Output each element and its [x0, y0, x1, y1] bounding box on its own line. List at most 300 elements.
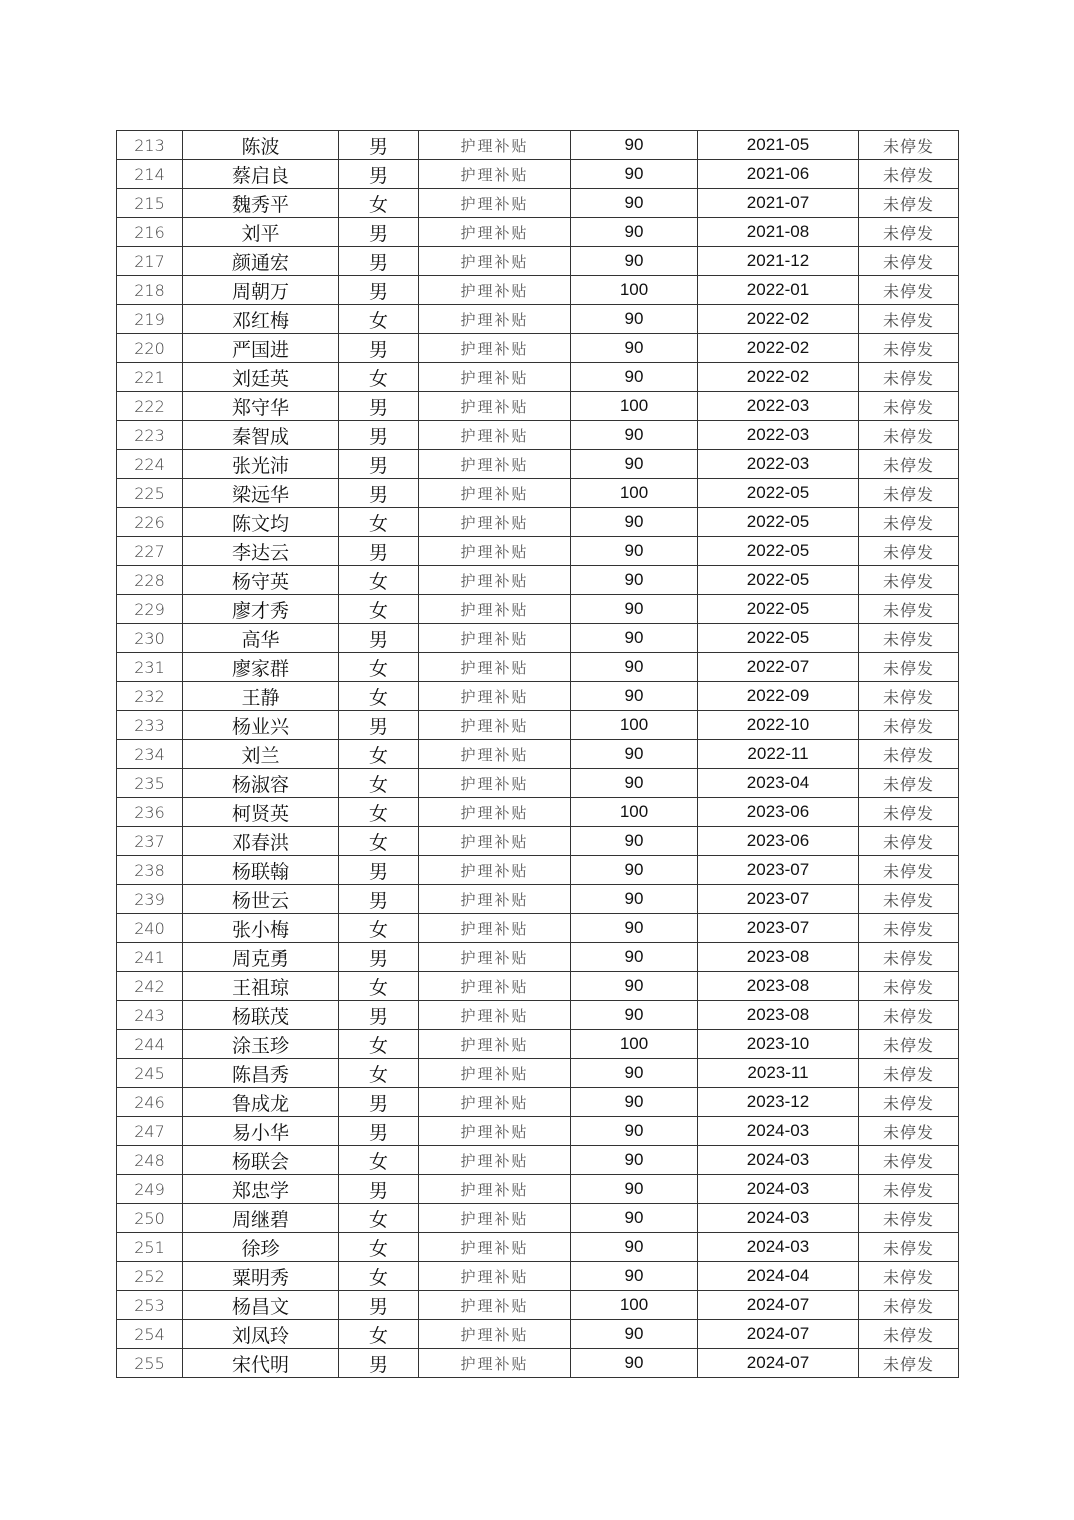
gender-cell: 女	[339, 827, 419, 856]
row-number-cell: 215	[117, 189, 183, 218]
name-cell: 王静	[183, 682, 339, 711]
amount-cell: 90	[571, 1204, 698, 1233]
amount-cell: 90	[571, 914, 698, 943]
amount-cell: 90	[571, 450, 698, 479]
table-row	[117, 1262, 959, 1291]
status-cell: 未停发	[859, 682, 959, 711]
status-cell: 未停发	[859, 827, 959, 856]
status-cell: 未停发	[859, 131, 959, 160]
row-number-cell: 244	[117, 1030, 183, 1059]
table-row	[117, 247, 959, 276]
start-date-cell: 2022-07	[698, 653, 859, 682]
table-row	[117, 943, 959, 972]
amount-cell: 90	[571, 1146, 698, 1175]
status-cell: 未停发	[859, 1001, 959, 1030]
status-cell: 未停发	[859, 798, 959, 827]
subsidy-type-cell: 护理补贴	[419, 305, 571, 334]
table-row	[117, 624, 959, 653]
status-cell: 未停发	[859, 1117, 959, 1146]
name-cell: 张光沛	[183, 450, 339, 479]
table-row	[117, 914, 959, 943]
name-cell: 杨世云	[183, 885, 339, 914]
table-row	[117, 769, 959, 798]
name-cell: 周继碧	[183, 1204, 339, 1233]
amount-cell: 90	[571, 537, 698, 566]
gender-cell: 女	[339, 1262, 419, 1291]
start-date-cell: 2022-11	[698, 740, 859, 769]
status-cell: 未停发	[859, 305, 959, 334]
subsidy-type-cell: 护理补贴	[419, 827, 571, 856]
start-date-cell: 2023-08	[698, 943, 859, 972]
table-row	[117, 972, 959, 1001]
amount-cell: 90	[571, 856, 698, 885]
subsidy-type-cell: 护理补贴	[419, 1320, 571, 1349]
gender-cell: 女	[339, 566, 419, 595]
subsidy-type-cell: 护理补贴	[419, 1059, 571, 1088]
subsidy-type-cell: 护理补贴	[419, 682, 571, 711]
subsidy-roster-table	[116, 130, 959, 1378]
row-number-cell: 248	[117, 1146, 183, 1175]
start-date-cell: 2021-07	[698, 189, 859, 218]
row-number-cell: 233	[117, 711, 183, 740]
start-date-cell: 2023-10	[698, 1030, 859, 1059]
gender-cell: 女	[339, 682, 419, 711]
amount-cell: 90	[571, 885, 698, 914]
amount-cell: 90	[571, 624, 698, 653]
start-date-cell: 2023-07	[698, 885, 859, 914]
row-number-cell: 221	[117, 363, 183, 392]
amount-cell: 90	[571, 972, 698, 1001]
table-row	[117, 1001, 959, 1030]
row-number-cell: 238	[117, 856, 183, 885]
start-date-cell: 2022-05	[698, 479, 859, 508]
status-cell: 未停发	[859, 1349, 959, 1378]
amount-cell: 90	[571, 334, 698, 363]
table-row	[117, 363, 959, 392]
table-row	[117, 798, 959, 827]
row-number-cell: 240	[117, 914, 183, 943]
gender-cell: 女	[339, 1059, 419, 1088]
row-number-cell: 222	[117, 392, 183, 421]
subsidy-type-cell: 护理补贴	[419, 1146, 571, 1175]
table-row	[117, 1291, 959, 1320]
gender-cell: 男	[339, 276, 419, 305]
gender-cell: 男	[339, 247, 419, 276]
amount-cell: 100	[571, 276, 698, 305]
start-date-cell: 2022-02	[698, 363, 859, 392]
table-row	[117, 305, 959, 334]
start-date-cell: 2022-03	[698, 421, 859, 450]
status-cell: 未停发	[859, 914, 959, 943]
status-cell: 未停发	[859, 1146, 959, 1175]
status-cell: 未停发	[859, 508, 959, 537]
start-date-cell: 2024-03	[698, 1233, 859, 1262]
row-number-cell: 243	[117, 1001, 183, 1030]
gender-cell: 男	[339, 885, 419, 914]
amount-cell: 90	[571, 131, 698, 160]
gender-cell: 男	[339, 624, 419, 653]
status-cell: 未停发	[859, 769, 959, 798]
start-date-cell: 2024-03	[698, 1117, 859, 1146]
row-number-cell: 227	[117, 537, 183, 566]
start-date-cell: 2024-03	[698, 1175, 859, 1204]
gender-cell: 女	[339, 305, 419, 334]
row-number-cell: 235	[117, 769, 183, 798]
status-cell: 未停发	[859, 1204, 959, 1233]
subsidy-type-cell: 护理补贴	[419, 218, 571, 247]
name-cell: 周朝万	[183, 276, 339, 305]
subsidy-type-cell: 护理补贴	[419, 624, 571, 653]
subsidy-type-cell: 护理补贴	[419, 740, 571, 769]
start-date-cell: 2022-03	[698, 450, 859, 479]
gender-cell: 男	[339, 1001, 419, 1030]
row-number-cell: 229	[117, 595, 183, 624]
table-row	[117, 450, 959, 479]
row-number-cell: 237	[117, 827, 183, 856]
table-row	[117, 276, 959, 305]
start-date-cell: 2022-10	[698, 711, 859, 740]
subsidy-type-cell: 护理补贴	[419, 334, 571, 363]
subsidy-type-cell: 护理补贴	[419, 537, 571, 566]
table-row	[117, 711, 959, 740]
gender-cell: 男	[339, 160, 419, 189]
name-cell: 张小梅	[183, 914, 339, 943]
status-cell: 未停发	[859, 1175, 959, 1204]
amount-cell: 100	[571, 711, 698, 740]
name-cell: 刘兰	[183, 740, 339, 769]
amount-cell: 90	[571, 595, 698, 624]
status-cell: 未停发	[859, 363, 959, 392]
gender-cell: 女	[339, 595, 419, 624]
gender-cell: 男	[339, 856, 419, 885]
gender-cell: 男	[339, 421, 419, 450]
row-number-cell: 252	[117, 1262, 183, 1291]
subsidy-type-cell: 护理补贴	[419, 972, 571, 1001]
gender-cell: 男	[339, 218, 419, 247]
subsidy-type-cell: 护理补贴	[419, 392, 571, 421]
name-cell: 高华	[183, 624, 339, 653]
start-date-cell: 2022-05	[698, 624, 859, 653]
name-cell: 梁远华	[183, 479, 339, 508]
start-date-cell: 2022-03	[698, 392, 859, 421]
start-date-cell: 2024-03	[698, 1204, 859, 1233]
row-number-cell: 217	[117, 247, 183, 276]
start-date-cell: 2022-09	[698, 682, 859, 711]
row-number-cell: 239	[117, 885, 183, 914]
table-row	[117, 885, 959, 914]
status-cell: 未停发	[859, 450, 959, 479]
name-cell: 颜通宏	[183, 247, 339, 276]
status-cell: 未停发	[859, 1320, 959, 1349]
start-date-cell: 2023-06	[698, 798, 859, 827]
table-row	[117, 392, 959, 421]
status-cell: 未停发	[859, 392, 959, 421]
gender-cell: 男	[339, 450, 419, 479]
table-row	[117, 827, 959, 856]
amount-cell: 90	[571, 1175, 698, 1204]
status-cell: 未停发	[859, 1088, 959, 1117]
start-date-cell: 2023-08	[698, 972, 859, 1001]
gender-cell: 男	[339, 1349, 419, 1378]
start-date-cell: 2023-08	[698, 1001, 859, 1030]
name-cell: 杨联会	[183, 1146, 339, 1175]
subsidy-type-cell: 护理补贴	[419, 1233, 571, 1262]
name-cell: 宋代明	[183, 1349, 339, 1378]
row-number-cell: 213	[117, 131, 183, 160]
status-cell: 未停发	[859, 1291, 959, 1320]
gender-cell: 女	[339, 914, 419, 943]
start-date-cell: 2022-05	[698, 537, 859, 566]
amount-cell: 90	[571, 305, 698, 334]
start-date-cell: 2024-07	[698, 1291, 859, 1320]
row-number-cell: 216	[117, 218, 183, 247]
subsidy-type-cell: 护理补贴	[419, 131, 571, 160]
name-cell: 郑忠学	[183, 1175, 339, 1204]
start-date-cell: 2022-05	[698, 595, 859, 624]
row-number-cell: 214	[117, 160, 183, 189]
name-cell: 易小华	[183, 1117, 339, 1146]
row-number-cell: 250	[117, 1204, 183, 1233]
row-number-cell: 230	[117, 624, 183, 653]
gender-cell: 女	[339, 1204, 419, 1233]
status-cell: 未停发	[859, 566, 959, 595]
row-number-cell: 219	[117, 305, 183, 334]
table-row	[117, 682, 959, 711]
subsidy-type-cell: 护理补贴	[419, 1175, 571, 1204]
gender-cell: 男	[339, 1291, 419, 1320]
amount-cell: 90	[571, 740, 698, 769]
name-cell: 杨联茂	[183, 1001, 339, 1030]
subsidy-type-cell: 护理补贴	[419, 566, 571, 595]
gender-cell: 男	[339, 537, 419, 566]
amount-cell: 100	[571, 479, 698, 508]
name-cell: 周克勇	[183, 943, 339, 972]
name-cell: 魏秀平	[183, 189, 339, 218]
gender-cell: 女	[339, 1030, 419, 1059]
row-number-cell: 220	[117, 334, 183, 363]
gender-cell: 女	[339, 189, 419, 218]
subsidy-type-cell: 护理补贴	[419, 1117, 571, 1146]
amount-cell: 90	[571, 189, 698, 218]
row-number-cell: 249	[117, 1175, 183, 1204]
start-date-cell: 2022-02	[698, 305, 859, 334]
start-date-cell: 2024-04	[698, 1262, 859, 1291]
start-date-cell: 2022-05	[698, 566, 859, 595]
table-row	[117, 856, 959, 885]
name-cell: 李达云	[183, 537, 339, 566]
gender-cell: 女	[339, 1320, 419, 1349]
row-number-cell: 228	[117, 566, 183, 595]
name-cell: 陈文均	[183, 508, 339, 537]
status-cell: 未停发	[859, 189, 959, 218]
amount-cell: 90	[571, 769, 698, 798]
name-cell: 杨昌文	[183, 1291, 339, 1320]
status-cell: 未停发	[859, 1030, 959, 1059]
table-row	[117, 740, 959, 769]
start-date-cell: 2021-06	[698, 160, 859, 189]
status-cell: 未停发	[859, 943, 959, 972]
gender-cell: 女	[339, 972, 419, 1001]
name-cell: 杨淑容	[183, 769, 339, 798]
gender-cell: 女	[339, 653, 419, 682]
table-row	[117, 1059, 959, 1088]
row-number-cell: 241	[117, 943, 183, 972]
roster-body	[117, 131, 959, 1378]
table-row	[117, 479, 959, 508]
gender-cell: 女	[339, 363, 419, 392]
amount-cell: 90	[571, 508, 698, 537]
amount-cell: 90	[571, 566, 698, 595]
subsidy-type-cell: 护理补贴	[419, 1204, 571, 1233]
start-date-cell: 2023-06	[698, 827, 859, 856]
subsidy-type-cell: 护理补贴	[419, 653, 571, 682]
row-number-cell: 224	[117, 450, 183, 479]
start-date-cell: 2021-12	[698, 247, 859, 276]
start-date-cell: 2021-08	[698, 218, 859, 247]
row-number-cell: 223	[117, 421, 183, 450]
amount-cell: 90	[571, 1088, 698, 1117]
amount-cell: 90	[571, 218, 698, 247]
name-cell: 王祖琼	[183, 972, 339, 1001]
table-row	[117, 189, 959, 218]
subsidy-type-cell: 护理补贴	[419, 363, 571, 392]
start-date-cell: 2023-12	[698, 1088, 859, 1117]
subsidy-type-cell: 护理补贴	[419, 1291, 571, 1320]
status-cell: 未停发	[859, 334, 959, 363]
subsidy-type-cell: 护理补贴	[419, 711, 571, 740]
start-date-cell: 2023-04	[698, 769, 859, 798]
table-row	[117, 1088, 959, 1117]
name-cell: 刘凤玲	[183, 1320, 339, 1349]
table-row	[117, 1320, 959, 1349]
start-date-cell: 2024-07	[698, 1320, 859, 1349]
table-row	[117, 421, 959, 450]
start-date-cell: 2022-02	[698, 334, 859, 363]
status-cell: 未停发	[859, 1262, 959, 1291]
start-date-cell: 2024-03	[698, 1146, 859, 1175]
status-cell: 未停发	[859, 479, 959, 508]
subsidy-type-cell: 护理补贴	[419, 943, 571, 972]
subsidy-type-cell: 护理补贴	[419, 1030, 571, 1059]
gender-cell: 男	[339, 334, 419, 363]
name-cell: 秦智成	[183, 421, 339, 450]
amount-cell: 90	[571, 1001, 698, 1030]
subsidy-type-cell: 护理补贴	[419, 508, 571, 537]
table-row	[117, 537, 959, 566]
row-number-cell: 242	[117, 972, 183, 1001]
amount-cell: 100	[571, 392, 698, 421]
amount-cell: 90	[571, 1117, 698, 1146]
row-number-cell: 231	[117, 653, 183, 682]
gender-cell: 男	[339, 711, 419, 740]
name-cell: 鲁成龙	[183, 1088, 339, 1117]
subsidy-type-cell: 护理补贴	[419, 1001, 571, 1030]
table-row	[117, 653, 959, 682]
gender-cell: 男	[339, 392, 419, 421]
name-cell: 刘廷英	[183, 363, 339, 392]
amount-cell: 100	[571, 798, 698, 827]
name-cell: 严国进	[183, 334, 339, 363]
table-row	[117, 131, 959, 160]
status-cell: 未停发	[859, 1059, 959, 1088]
name-cell: 徐珍	[183, 1233, 339, 1262]
amount-cell: 100	[571, 1291, 698, 1320]
amount-cell: 90	[571, 1262, 698, 1291]
amount-cell: 90	[571, 160, 698, 189]
table-row	[117, 1030, 959, 1059]
subsidy-type-cell: 护理补贴	[419, 276, 571, 305]
start-date-cell: 2023-07	[698, 856, 859, 885]
gender-cell: 女	[339, 798, 419, 827]
subsidy-type-cell: 护理补贴	[419, 595, 571, 624]
amount-cell: 90	[571, 1320, 698, 1349]
table-row	[117, 218, 959, 247]
name-cell: 柯贤英	[183, 798, 339, 827]
subsidy-type-cell: 护理补贴	[419, 769, 571, 798]
amount-cell: 90	[571, 827, 698, 856]
row-number-cell: 218	[117, 276, 183, 305]
subsidy-type-cell: 护理补贴	[419, 247, 571, 276]
name-cell: 邓春洪	[183, 827, 339, 856]
status-cell: 未停发	[859, 537, 959, 566]
gender-cell: 女	[339, 1146, 419, 1175]
table-row	[117, 595, 959, 624]
name-cell: 郑守华	[183, 392, 339, 421]
gender-cell: 女	[339, 1233, 419, 1262]
status-cell: 未停发	[859, 972, 959, 1001]
subsidy-type-cell: 护理补贴	[419, 798, 571, 827]
status-cell: 未停发	[859, 218, 959, 247]
row-number-cell: 236	[117, 798, 183, 827]
start-date-cell: 2023-07	[698, 914, 859, 943]
amount-cell: 90	[571, 247, 698, 276]
subsidy-type-cell: 护理补贴	[419, 160, 571, 189]
name-cell: 涂玉珍	[183, 1030, 339, 1059]
subsidy-type-cell: 护理补贴	[419, 1349, 571, 1378]
gender-cell: 男	[339, 479, 419, 508]
name-cell: 廖家群	[183, 653, 339, 682]
gender-cell: 男	[339, 1117, 419, 1146]
table-row	[117, 1204, 959, 1233]
table-row	[117, 1349, 959, 1378]
subsidy-type-cell: 护理补贴	[419, 1262, 571, 1291]
start-date-cell: 2023-11	[698, 1059, 859, 1088]
subsidy-type-cell: 护理补贴	[419, 856, 571, 885]
subsidy-type-cell: 护理补贴	[419, 1088, 571, 1117]
table-row	[117, 1117, 959, 1146]
row-number-cell: 232	[117, 682, 183, 711]
gender-cell: 男	[339, 943, 419, 972]
status-cell: 未停发	[859, 885, 959, 914]
status-cell: 未停发	[859, 160, 959, 189]
amount-cell: 90	[571, 943, 698, 972]
table-row	[117, 566, 959, 595]
gender-cell: 女	[339, 508, 419, 537]
status-cell: 未停发	[859, 247, 959, 276]
row-number-cell: 254	[117, 1320, 183, 1349]
amount-cell: 90	[571, 653, 698, 682]
amount-cell: 90	[571, 1233, 698, 1262]
start-date-cell: 2022-05	[698, 508, 859, 537]
name-cell: 陈昌秀	[183, 1059, 339, 1088]
row-number-cell: 253	[117, 1291, 183, 1320]
status-cell: 未停发	[859, 595, 959, 624]
name-cell: 陈波	[183, 131, 339, 160]
table-row	[117, 1146, 959, 1175]
subsidy-type-cell: 护理补贴	[419, 189, 571, 218]
name-cell: 刘平	[183, 218, 339, 247]
start-date-cell: 2021-05	[698, 131, 859, 160]
